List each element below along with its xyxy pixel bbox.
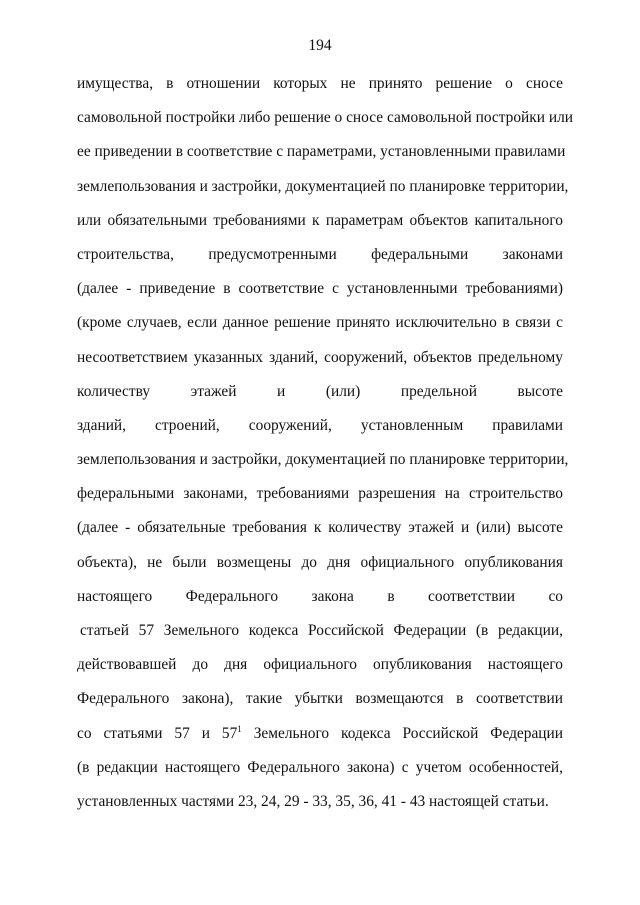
- body-text: [77, 73, 573, 825]
- text-line: строительства, предусмотренными федеральными законами: [77, 245, 563, 263]
- superscript-marker: 1: [237, 723, 242, 734]
- text-line: количеству этажей и (или) предельной высоте: [77, 382, 563, 400]
- text-line-last: установленных частями 23, 24, 29 - 33, 35, 36, 41 - 43 настоящей статьи.: [77, 792, 549, 810]
- text-line: (далее - приведение в соответствие с установленными требованиями): [77, 280, 563, 298]
- text-line: несоответствием указанных зданий, сооружений, объектов предельному: [77, 348, 563, 366]
- text-line: Федерального закона), такие убытки возмещаются в соответствии: [77, 690, 563, 708]
- text-line: ее приведении в соответствие с параметрами, установленными правилами: [77, 143, 566, 161]
- text-line: действовавшей до дня официального опубликования настоящего: [77, 656, 563, 674]
- text-line: (кроме случаев, если данное решение принято исключительно в связи с: [77, 314, 563, 332]
- text-line: зданий, строений, сооружений, установленным правилами: [77, 416, 563, 434]
- text-line: землепользования и застройки, документацией по планировке территории,: [77, 451, 569, 469]
- page-number: 194: [308, 37, 332, 54]
- text-line: (в редакции настоящего Федерального закона) с учетом особенностей,: [77, 758, 563, 776]
- text-line-with-superscript: [77, 723, 563, 757]
- text-line: настоящего Федерального закона в соответствии со: [77, 587, 563, 605]
- text-line: землепользования и застройки, документацией по планировке территории,: [77, 177, 569, 195]
- text-line: статьей 57 Земельного кодекса Российской Федерации (в редакции,: [80, 622, 563, 639]
- text-line: имущества, в отношении которых не принято решение о сносе: [77, 75, 563, 92]
- text-line: или обязательными требованиями к параметрам объектов капитального: [77, 211, 563, 229]
- text-line: объекта), не были возмещены до дня официального опубликования: [77, 553, 563, 571]
- text-line: федеральными законами, требованиями разрешения на строительство: [77, 485, 563, 503]
- text-segment: Земельного кодекса Российской Федерации: [241, 724, 563, 742]
- text-line: самовольной постройки либо решение о сносе самовольной постройки или: [77, 109, 573, 127]
- text-line: (далее - обязательные требования к количеству этажей и (или) высоте: [77, 519, 563, 537]
- text-segment: со статьями 57 и 57: [77, 724, 238, 742]
